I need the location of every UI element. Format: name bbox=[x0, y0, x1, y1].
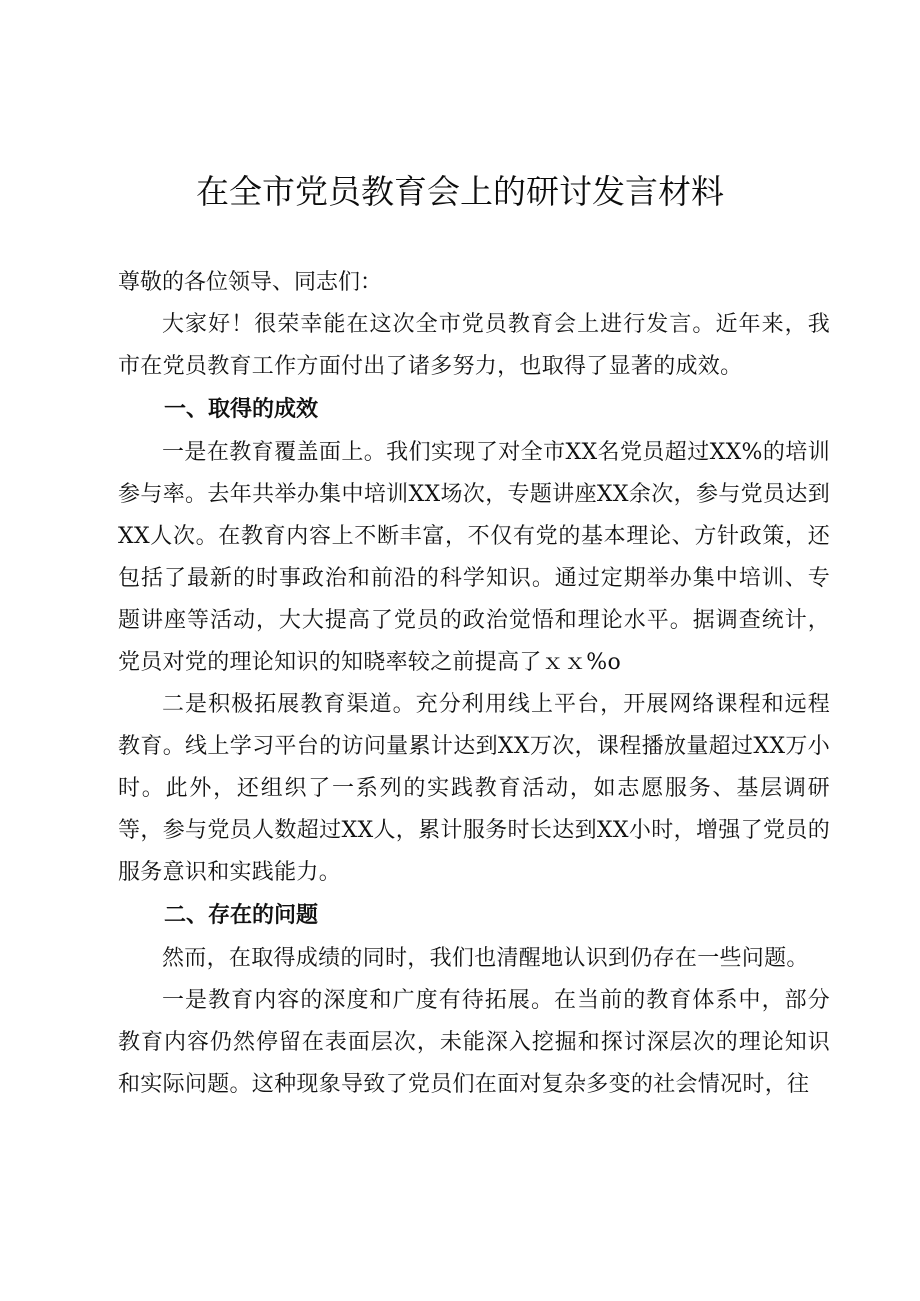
paragraph-channels: 二是积极拓展教育渠道。充分利用线上平台，开展网络课程和远程教育。线上学习平台的访问量累计达到XX万次，课程播放量超过XX万小时。此外，还组织了一系列的实践教育活动，如志愿服务、基层调研等，参与党员人数超过XX人，累计服务时长达到XX小时，增强了党员的服务意识和实践能力。 bbox=[118, 692, 830, 885]
section-heading-achievements: 一、取得的成效 bbox=[164, 397, 319, 422]
paragraph-coverage: 一是在教育覆盖面上。我们实现了对全市XX名党员超过XX%的培训参与率。去年共举办集中培训XX场次，专题讲座XX余次，参与党员达到XX人次。在教育内容上不断丰富，不仅有党的基本理论、方针政策，还包括了最新的时事政治和前沿的科学知识。通过定期举办集中培训、专题讲座等活动，大大提高了党员的政治觉悟和理论水平。据调查统计，党员对党的理论知识的知晓率较之前提高了ｘｘ%o bbox=[118, 440, 830, 675]
paragraph-problems-intro: 然而，在取得成绩的同时，我们也清醒地认识到仍存在一些问题。 bbox=[162, 946, 809, 971]
intro-paragraph: 大家好！很荣幸能在这次全市党员教育会上进行发言。近年来，我市在党员教育工作方面付出了诸多努力，也取得了显著的成效。 bbox=[118, 312, 830, 379]
section-heading-problems: 二、存在的问题 bbox=[164, 903, 319, 928]
salutation: 尊敬的各位领导、同志们： bbox=[118, 270, 383, 295]
document-body bbox=[118, 262, 830, 1106]
paragraph-content-depth: 一是教育内容的深度和广度有待拓展。在当前的教育体系中，部分教育内容仍然停留在表面层次，未能深入挖掘和探讨深层次的理论知识和实际问题。这种现象导致了党员们在面对复杂多变的社会情况时，往 bbox=[118, 988, 830, 1097]
document-title: 在全市党员教育会上的研讨发言材料 bbox=[196, 172, 724, 211]
